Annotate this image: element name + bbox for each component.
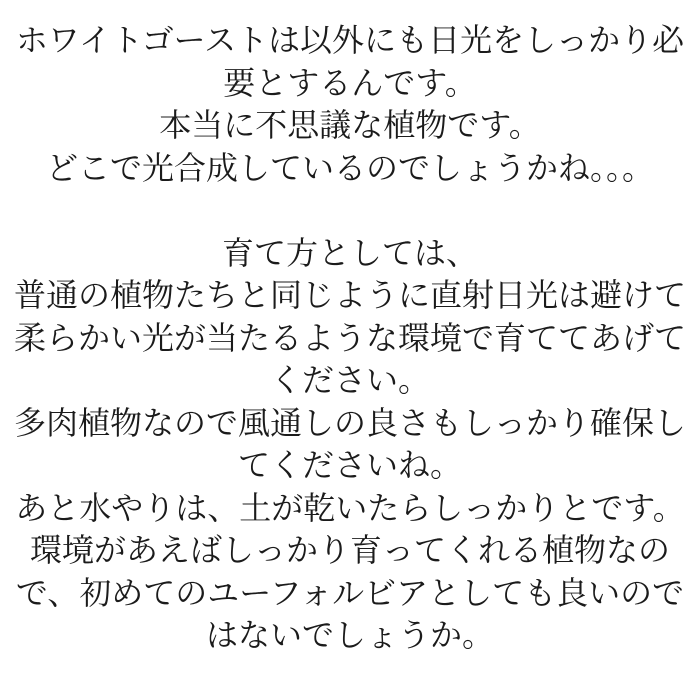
text-line-6: 育て方としては、 [221,234,478,271]
article-text [0,19,700,657]
text-line-13: 環境があえばしっかり育ってくれる植物なの [29,532,670,568]
text-line-14: で、初めてのユーフォルビアとしても良いので [15,574,685,611]
text-line-8: 柔らかい光が当たるような環境で育ててあげて [13,319,686,356]
text-line-10: 多肉植物なので風通しの良さもしっかり確保し [13,404,686,441]
text-line-9: ください。 [269,362,430,398]
text-line-3: 本当に不思議な植物です。 [159,107,541,143]
text-line-12: あと水やりは、土が乾いたらしっかりとです。 [15,489,685,526]
text-line-11: てくださいね。 [237,447,462,483]
text-line-4: どこで光合成しているのでしょうかね。。。 [45,149,654,186]
blank-line [0,189,700,232]
text-line-15: はないでしょうか。 [205,617,494,653]
text-line-1: ホワイトゴーストは以外にも日光をしっかり必 [15,22,685,58]
text-line-7: 普通の植物たちと同じように直射日光は避けて [13,277,686,313]
text-line-2: 要とするんです。 [223,64,477,101]
